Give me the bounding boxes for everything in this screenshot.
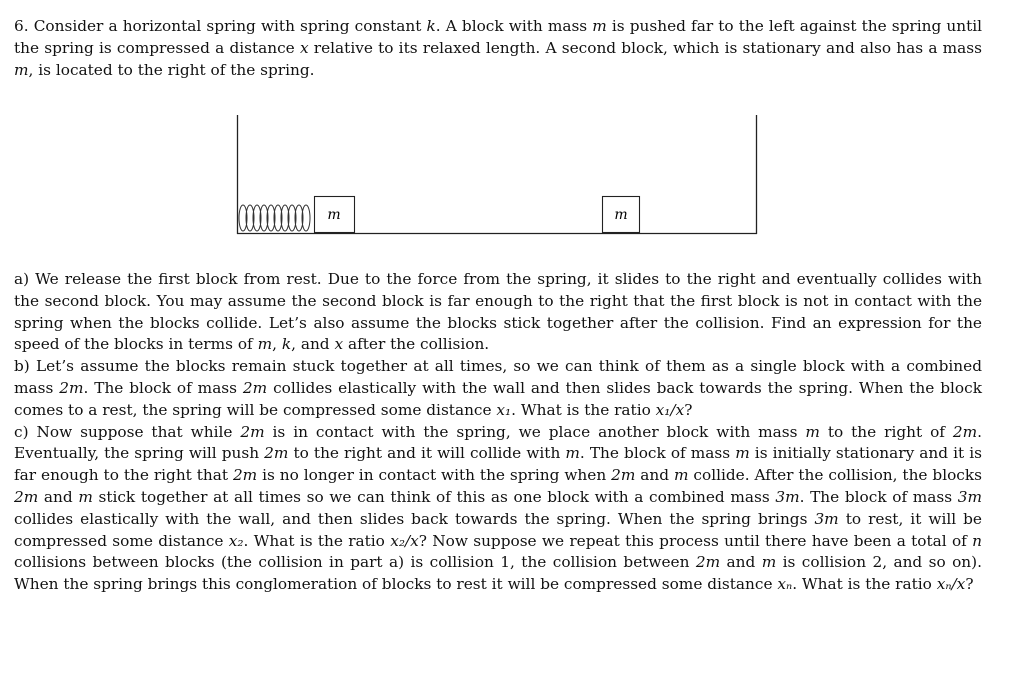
spring-block-diagram: [232, 112, 762, 240]
problem-parts: [14, 269, 982, 596]
left-block-label: m: [327, 207, 341, 223]
part-b: b) Let’s assume the blocks remain stuck together at all times, so we can think of them as a single block with a combined mass 2m. The block of mass 2m collides elastically with the wall and then slides back towards the spring. When the block comes to a rest, the spring will be compressed some distance x₁. What is the ratio x₁/x?: [14, 357, 982, 419]
problem-intro: 6. Consider a horizontal spring with spring constant k. A block with mass m is pushed far to the left against the spring until the spring is compressed a distance x relative to its relaxed length. A second block, which is stationary and also has a mass m, is located to the right of the spring.: [14, 17, 983, 79]
part-c: c) Now suppose that while 2m is in contact with the spring, we place another block with mass m to the right of 2m. Eventually, the spring will push 2m to the right and it will collide with m. The block of mass m is initially stationary and it is far enough to the right that 2m is no longer in contact with the spring when 2m and m collide. After the collision, the blocks 2m and m stick together at all times so we can think of this as one block with a combined mass 3m. The block of mass 3m collides elastically with the wall, and then slides back towards the spring. When the spring brings 3m to rest, it will be compressed some distance x₂. What is the ratio x₂/x? Now suppose we repeat this process until there have been a total of n collisions between blocks (the collision in part a) is collision 1, the collision between 2m and m is collision 2, and so on). When the spring brings this conglomeration of blocks to rest it will be compressed some distance xₙ. What is the ratio xₙ/x?: [14, 422, 983, 594]
spring: [239, 205, 310, 231]
part-a: a) We release the first block from rest. Due to the force from the spring, it slides to the right and eventually collides with the second block. You may assume the second block is far enough to the right that the first block is not in contact with the spring when the blocks collide. Let’s also assume the blocks stick together after the collision. Find an expression for the speed of the blocks in terms of m, k, and x after the collision.: [14, 270, 982, 354]
right-block-label: m: [614, 207, 628, 223]
